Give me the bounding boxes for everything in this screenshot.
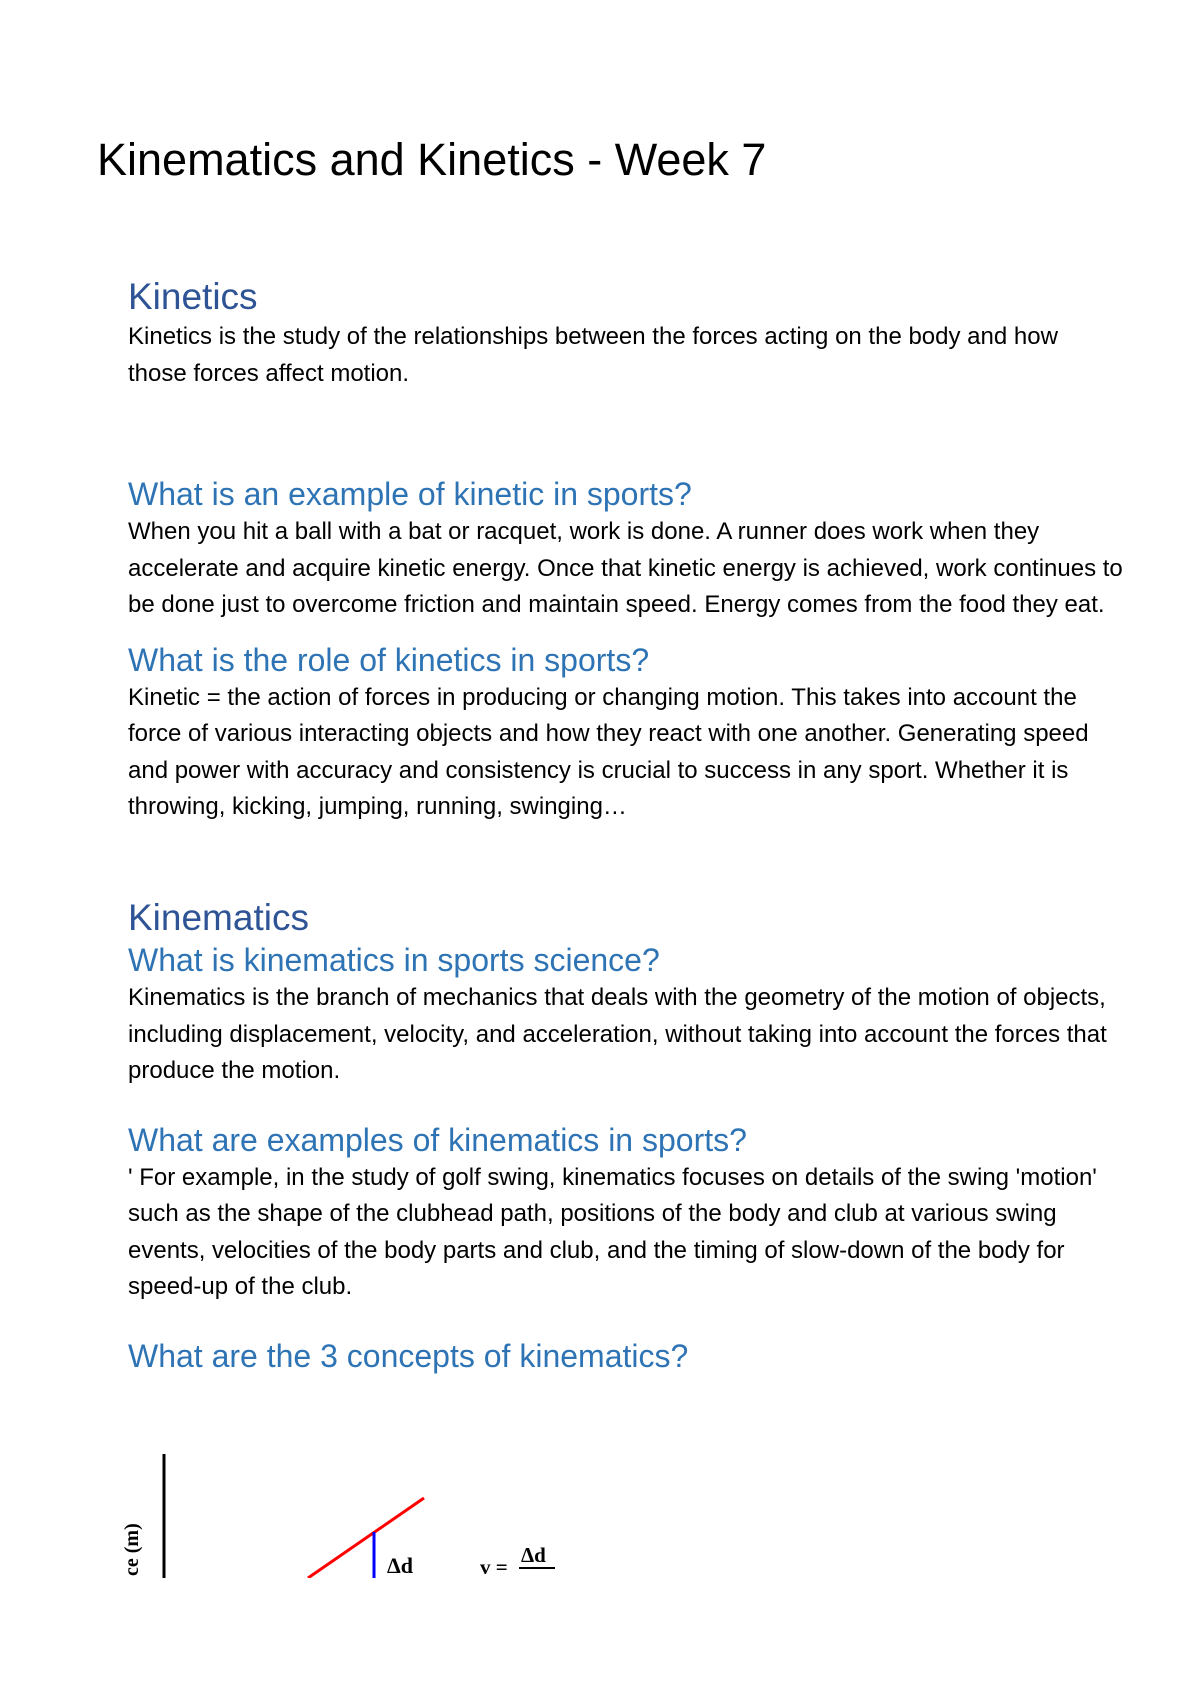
kinematics-definition-question: What is kinematics in sports science? [128,942,660,979]
kinetics-role-answer [128,680,1200,826]
paragraph-line: such as the shape of the clubhead path, positions of the body and club at various swing [128,1200,1057,1228]
paragraph-line: events, velocities of the body parts and club, and the timing of slow-down of the body for [128,1236,1065,1264]
velocity-formula-numerator: Δd [521,1543,546,1567]
kinetics-heading: Kinetics [128,276,258,317]
document-title: Kinematics and Kinetics - Week 7 [97,134,767,185]
kinetics-role-question: What is the role of kinetics in sports? [128,641,650,678]
paragraph-line: When you hit a ball with a bat or racquet, work is done. A runner does work when they [128,518,1040,546]
paragraph-line: produce the motion. [128,1057,341,1085]
velocity-formula-lhs: v = [480,1555,508,1578]
kinematics-examples-answer [128,1160,1200,1306]
paragraph-line: be done just to overcome friction and maintain speed. Energy comes from the food they eat. [128,591,1105,619]
kinematics-heading: Kinematics [128,896,309,938]
paragraph-line: speed-up of the club. [128,1273,353,1301]
paragraph-line: Kinematics is the branch of mechanics that deals with the geometry of the motion of objects, [128,984,1106,1012]
paragraph-line: Kinetics is the study of the relationships between the forces acting on the body and how [128,323,1058,351]
paragraph-line: throwing, kicking, jumping, running, swinging… [128,793,627,821]
kinetics-section [128,275,1200,826]
delta-d-label: Δd [387,1553,414,1578]
paragraph-line: including displacement, velocity, and acceleration, without taking into account the forces that [128,1020,1107,1048]
kinematics-concepts-question: What are the 3 concepts of kinematics? [128,1337,689,1374]
paragraph-line: accelerate and acquire kinetic energy. Once that kinetic energy is achieved, work continues to [128,554,1123,582]
velocity-diagram-svg [120,1446,580,1578]
kinematics-definition-answer [128,980,1200,1090]
axis-label: ce (m) [121,1523,143,1576]
velocity-diagram [120,1446,580,1578]
paragraph-line: Kinetic = the action of forces in producing or changing motion. This takes into account the [128,683,1077,711]
kinetics-definition [128,319,1200,392]
paragraph-line: ' For example, in the study of golf swing, kinematics focuses on details of the swing 'motion' [128,1163,1097,1191]
paragraph-line: those forces affect motion. [128,359,410,387]
kinetic-example-answer [128,514,1200,624]
document-body [128,275,1200,1376]
kinematics-examples-question: What are examples of kinematics in sports? [128,1121,747,1158]
kinetic-example-question: What is an example of kinetic in sports? [128,476,692,513]
kinematics-section [128,896,1200,1376]
paragraph-line: force of various interacting objects and how they react with one another. Generating speed [128,720,1089,748]
paragraph-line: and power with accuracy and consistency is crucial to success in any sport. Whether it is [128,756,1069,784]
